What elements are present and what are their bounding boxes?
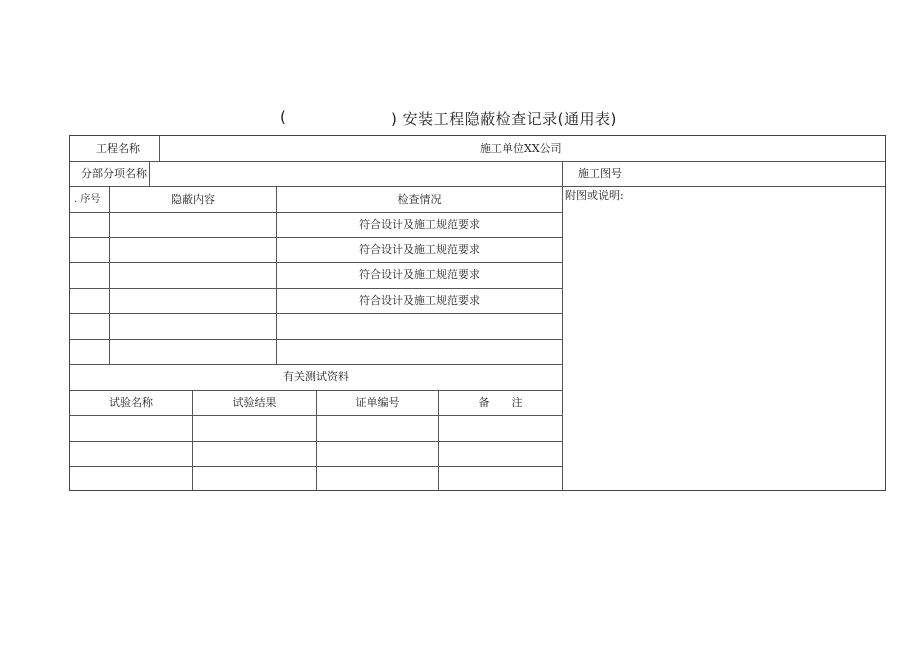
grid-line (70, 313, 562, 314)
grid-line (70, 364, 562, 365)
sub-item-label: 分部分项名称 (81, 167, 147, 180)
grid-line (149, 161, 150, 186)
col-seq-header: . 序号 (74, 194, 101, 205)
test-name-header: 试验名称 (109, 396, 153, 409)
check-cell: 符合设计及施工规范要求 (359, 218, 480, 231)
grid-line (70, 288, 562, 289)
grid-line (562, 161, 563, 491)
check-cell: 符合设计及施工规范要求 (359, 243, 480, 256)
grid-line (70, 212, 562, 213)
form-title (0, 108, 920, 136)
drawing-no-label: 施工图号 (578, 167, 622, 180)
grid-line (70, 339, 562, 340)
grid-line (109, 186, 110, 364)
title-text: ) 安装工程隐蔽检查记录(通用表) (391, 110, 617, 128)
project-name-label: 工程名称 (96, 142, 140, 155)
test-result-header: 试验结果 (232, 396, 277, 409)
note-header: 备 注 (478, 396, 523, 409)
grid-line (70, 237, 562, 238)
grid-line (70, 161, 885, 162)
construction-unit: 施工单位XX公司 (480, 142, 562, 155)
check-cell: 符合设计及施工规范要求 (359, 294, 480, 307)
title-open-paren: ( (280, 108, 286, 126)
col-check-header: 检查情况 (397, 193, 442, 206)
grid-line (159, 136, 160, 161)
check-cell: 符合设计及施工规范要求 (359, 268, 480, 281)
tests-section-title: 有关测试资料 (283, 370, 349, 383)
grid-line (70, 186, 885, 187)
inspection-record-form (69, 135, 886, 491)
attachment-label: 附图或说明: (565, 189, 624, 202)
col-content-header: 隐蔽内容 (171, 193, 215, 206)
grid-line (70, 262, 562, 263)
cert-no-header: 证单编号 (355, 396, 400, 409)
